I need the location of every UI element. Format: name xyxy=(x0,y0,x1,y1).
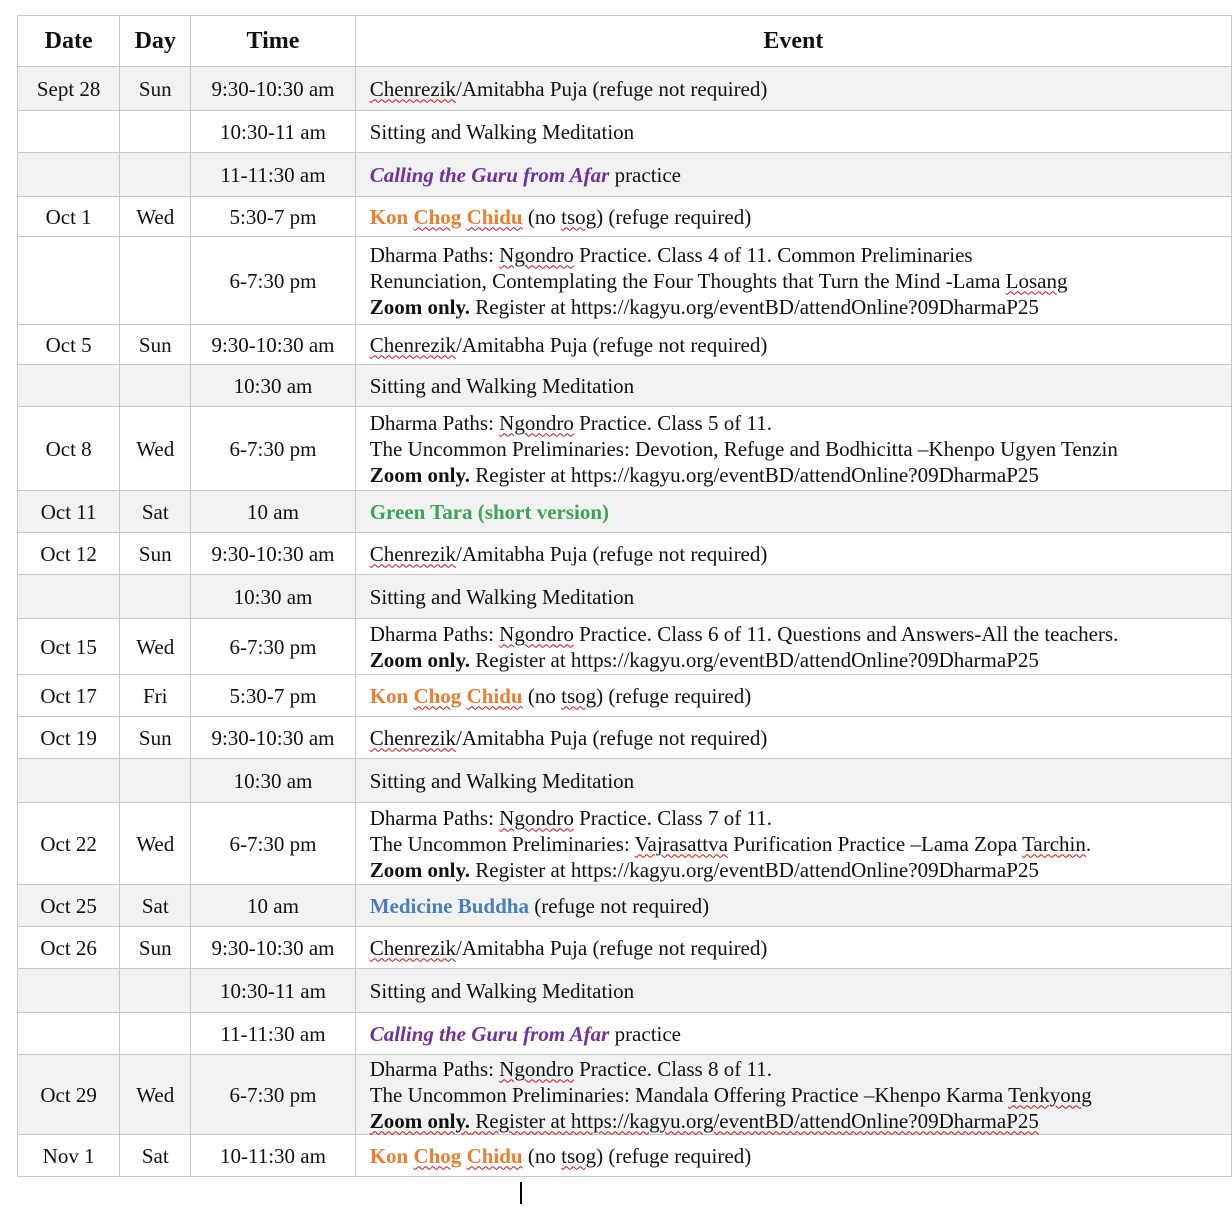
event-text: /Amitabha Puja (refuge not required) xyxy=(455,332,768,357)
event-text: Practice. Class 8 of 11. xyxy=(573,1056,772,1081)
day-cell: Wed xyxy=(120,407,191,491)
event-text: Medicine Buddha xyxy=(369,893,529,918)
event-text: Calling the Guru from Afar xyxy=(369,162,610,187)
event-cell xyxy=(355,407,1231,491)
event-text: Sitting and Walking Meditation xyxy=(369,978,635,1003)
event-line xyxy=(370,436,1231,462)
date-cell xyxy=(18,153,120,197)
event-text: Chog xyxy=(413,204,462,229)
event-cell xyxy=(355,325,1231,365)
day-cell xyxy=(120,365,191,407)
event-cell xyxy=(355,365,1231,407)
date-cell: Nov 1 xyxy=(18,1135,120,1177)
schedule-body xyxy=(18,67,1232,1177)
event-text: practice xyxy=(609,162,682,187)
event-cell xyxy=(355,575,1231,619)
day-cell xyxy=(120,969,191,1013)
date-cell: Oct 8 xyxy=(18,407,120,491)
event-line xyxy=(370,857,1231,883)
event-text: ) (refuge required) xyxy=(596,204,752,229)
event-text: Register at https://kagyu.org/eventBD/attendOnline?09DharmaP25 xyxy=(470,294,1039,319)
table-row xyxy=(18,619,1232,675)
event-text: Dharma Paths: xyxy=(369,805,500,830)
day-cell xyxy=(120,759,191,803)
event-line xyxy=(370,294,1231,320)
time-cell: 10-11:30 am xyxy=(191,1135,355,1177)
day-cell: Sat xyxy=(120,1135,191,1177)
event-text: /Amitabha Puja (refuge not required) xyxy=(455,76,768,101)
event-text: Sitting and Walking Meditation xyxy=(369,373,635,398)
event-line xyxy=(370,725,1231,751)
event-cell xyxy=(355,1013,1231,1055)
event-text: Zoom only. xyxy=(369,294,471,319)
table-row xyxy=(18,969,1232,1013)
date-cell: Oct 25 xyxy=(18,885,120,927)
event-text: Tenkyong xyxy=(1008,1082,1092,1107)
time-cell: 6-7:30 pm xyxy=(191,237,355,325)
time-cell: 6-7:30 pm xyxy=(191,619,355,675)
event-cell xyxy=(355,927,1231,969)
event-text: Chidu xyxy=(466,683,523,708)
event-cell xyxy=(355,153,1231,197)
event-line xyxy=(370,683,1231,709)
event-text: Register at https://kagyu.org/eventBD/attendOnline?09DharmaP25 xyxy=(470,857,1039,882)
event-line xyxy=(370,768,1231,794)
event-cell xyxy=(355,675,1231,717)
event-line xyxy=(370,499,1231,525)
event-line xyxy=(370,373,1231,399)
event-text: The Uncommon Preliminaries: xyxy=(369,831,635,856)
header-time: Time xyxy=(191,16,355,67)
event-text: Calling the Guru from Afar xyxy=(369,1021,610,1046)
day-cell xyxy=(120,237,191,325)
table-row xyxy=(18,1135,1232,1177)
event-line xyxy=(370,584,1231,610)
event-line xyxy=(370,541,1231,567)
time-cell: 10 am xyxy=(191,491,355,533)
event-text: Chidu xyxy=(466,1143,523,1168)
event-text: Ngondro xyxy=(499,242,574,267)
event-text: Dharma Paths: xyxy=(369,1056,500,1081)
event-text: Ngondro xyxy=(499,1056,574,1081)
event-text: /Amitabha Puja (refuge not required) xyxy=(455,541,768,566)
date-cell xyxy=(18,365,120,407)
event-text: Kon xyxy=(369,683,414,708)
event-cell xyxy=(355,197,1231,237)
table-row xyxy=(18,407,1232,491)
header-date: Date xyxy=(18,16,120,67)
header-day: Day xyxy=(120,16,191,67)
event-text: Green Tara (short version) xyxy=(369,499,610,524)
event-text: (refuge not required) xyxy=(528,893,710,918)
event-text: Sitting and Walking Meditation xyxy=(369,119,635,144)
event-cell xyxy=(355,491,1231,533)
time-cell: 10:30 am xyxy=(191,575,355,619)
day-cell: Wed xyxy=(120,197,191,237)
table-row xyxy=(18,197,1232,237)
event-cell xyxy=(355,803,1231,885)
day-cell xyxy=(120,111,191,153)
event-line xyxy=(370,76,1231,102)
event-text: Practice. Class 7 of 11. xyxy=(573,805,772,830)
time-cell: 9:30-10:30 am xyxy=(191,533,355,575)
event-text: Practice. Class 5 of 11. xyxy=(573,410,772,435)
event-text: Zoom only. xyxy=(369,647,471,672)
table-row xyxy=(18,237,1232,325)
event-text: ) (refuge required) xyxy=(596,1143,752,1168)
event-cell xyxy=(355,111,1231,153)
date-cell: Oct 26 xyxy=(18,927,120,969)
event-line xyxy=(370,805,1231,831)
time-cell: 10:30 am xyxy=(191,759,355,803)
date-cell: Sept 28 xyxy=(18,67,120,111)
text-cursor xyxy=(520,1182,522,1204)
table-row xyxy=(18,111,1232,153)
time-cell: 6-7:30 pm xyxy=(191,1055,355,1135)
date-cell: Oct 12 xyxy=(18,533,120,575)
table-row xyxy=(18,533,1232,575)
event-text: tsog xyxy=(561,204,597,229)
event-line xyxy=(370,1143,1231,1169)
event-text: Sitting and Walking Meditation xyxy=(369,584,635,609)
time-cell: 9:30-10:30 am xyxy=(191,67,355,111)
event-text: Tarchin xyxy=(1022,831,1086,856)
day-cell: Sat xyxy=(120,491,191,533)
event-line xyxy=(370,242,1231,268)
event-cell xyxy=(355,67,1231,111)
table-row xyxy=(18,325,1232,365)
event-cell xyxy=(355,717,1231,759)
table-row xyxy=(18,575,1232,619)
event-text: Chenrezik xyxy=(369,935,456,960)
table-row xyxy=(18,803,1232,885)
time-cell: 10:30-11 am xyxy=(191,969,355,1013)
event-line xyxy=(370,1021,1231,1047)
date-cell: Oct 17 xyxy=(18,675,120,717)
event-text: Register at https://kagyu.org/eventBD/attendOnline?09DharmaP25 xyxy=(470,647,1039,672)
day-cell: Wed xyxy=(120,1055,191,1135)
event-line xyxy=(370,162,1231,188)
table-row xyxy=(18,153,1232,197)
time-cell: 5:30-7 pm xyxy=(191,675,355,717)
table-row xyxy=(18,927,1232,969)
table-row xyxy=(18,675,1232,717)
table-row xyxy=(18,491,1232,533)
event-text: Chenrezik xyxy=(369,541,456,566)
table-row xyxy=(18,1013,1232,1055)
table-row xyxy=(18,1055,1232,1135)
day-cell: Wed xyxy=(120,619,191,675)
day-cell: Sat xyxy=(120,885,191,927)
date-cell: Oct 5 xyxy=(18,325,120,365)
event-line xyxy=(370,204,1231,230)
event-cell xyxy=(355,237,1231,325)
day-cell: Sun xyxy=(120,927,191,969)
day-cell xyxy=(120,1013,191,1055)
date-cell xyxy=(18,1013,120,1055)
event-text: /Amitabha Puja (refuge not required) xyxy=(455,725,768,750)
time-cell: 9:30-10:30 am xyxy=(191,717,355,759)
event-cell xyxy=(355,759,1231,803)
event-text: Dharma Paths: xyxy=(369,242,500,267)
event-line xyxy=(370,332,1231,358)
date-cell: Oct 1 xyxy=(18,197,120,237)
day-cell: Sun xyxy=(120,325,191,365)
event-line xyxy=(370,462,1231,488)
event-text: Renunciation, Contemplating the Four Thoughts that Turn the Mind -Lama xyxy=(369,268,1006,293)
time-cell: 11-11:30 am xyxy=(191,1013,355,1055)
time-cell: 5:30-7 pm xyxy=(191,197,355,237)
event-text: Ngondro xyxy=(499,621,574,646)
event-line xyxy=(370,893,1231,919)
time-cell: 9:30-10:30 am xyxy=(191,325,355,365)
event-text: The Uncommon Preliminaries: Devotion, Refuge and Bodhicitta –Khenpo Ugyen Tenzin xyxy=(369,436,1118,461)
event-text: Ngondro xyxy=(499,805,574,830)
day-cell: Sun xyxy=(120,67,191,111)
date-cell xyxy=(18,969,120,1013)
event-line xyxy=(370,831,1231,857)
event-text: tsog xyxy=(561,1143,597,1168)
event-cell xyxy=(355,533,1231,575)
event-cell xyxy=(355,619,1231,675)
time-cell: 6-7:30 pm xyxy=(191,803,355,885)
event-text: . xyxy=(1085,831,1092,856)
table-row xyxy=(18,885,1232,927)
event-text: Dharma Paths: xyxy=(369,621,500,646)
event-text: (no xyxy=(522,683,562,708)
event-text: The Uncommon Preliminaries: Mandala Offering Practice –Khenpo Karma xyxy=(369,1082,1009,1107)
time-cell: 10:30-11 am xyxy=(191,111,355,153)
day-cell xyxy=(120,575,191,619)
event-text: Register at https://kagyu.org/eventBD/attendOnline?09DharmaP25 xyxy=(470,1108,1039,1133)
event-cell xyxy=(355,969,1231,1013)
event-text: Practice. Class 6 of 11. Questions and Answers-All the teachers. xyxy=(573,621,1119,646)
event-line xyxy=(370,978,1231,1004)
day-cell: Sun xyxy=(120,717,191,759)
event-cell xyxy=(355,885,1231,927)
event-text: Chog xyxy=(413,1143,462,1168)
event-text: (no xyxy=(522,204,562,229)
day-cell xyxy=(120,153,191,197)
date-cell: Oct 29 xyxy=(18,1055,120,1135)
header-event: Event xyxy=(355,16,1231,67)
day-cell: Wed xyxy=(120,803,191,885)
event-text: Kon xyxy=(369,204,414,229)
event-text: Zoom only. xyxy=(369,857,471,882)
event-line xyxy=(370,1082,1231,1108)
table-row xyxy=(18,67,1232,111)
schedule-header xyxy=(18,16,1232,67)
event-line xyxy=(370,621,1231,647)
date-cell xyxy=(18,111,120,153)
event-text: Practice. Class 4 of 11. Common Preliminaries xyxy=(573,242,973,267)
table-row xyxy=(18,717,1232,759)
time-cell: 11-11:30 am xyxy=(191,153,355,197)
schedule-table xyxy=(17,15,1232,1177)
event-text: Kon xyxy=(369,1143,414,1168)
event-text: Zoom only. xyxy=(369,1108,471,1133)
event-text: Chog xyxy=(413,683,462,708)
event-text: ) (refuge required) xyxy=(596,683,752,708)
event-text: Chenrezik xyxy=(369,332,456,357)
event-line xyxy=(370,119,1231,145)
time-cell: 9:30-10:30 am xyxy=(191,927,355,969)
event-line xyxy=(370,647,1231,673)
event-text: practice xyxy=(609,1021,682,1046)
date-cell xyxy=(18,237,120,325)
event-text: Losang xyxy=(1005,268,1068,293)
event-cell xyxy=(355,1135,1231,1177)
event-text: Purification Practice –Lama Zopa xyxy=(727,831,1023,856)
day-cell: Sun xyxy=(120,533,191,575)
date-cell xyxy=(18,759,120,803)
date-cell: Oct 15 xyxy=(18,619,120,675)
event-cell xyxy=(355,1055,1231,1135)
event-text: Sitting and Walking Meditation xyxy=(369,768,635,793)
date-cell: Oct 19 xyxy=(18,717,120,759)
event-text: Ngondro xyxy=(499,410,574,435)
event-text: Vajrasattva xyxy=(634,831,728,856)
time-cell: 6-7:30 pm xyxy=(191,407,355,491)
event-line xyxy=(370,935,1231,961)
event-text: /Amitabha Puja (refuge not required) xyxy=(455,935,768,960)
event-text: Chenrezik xyxy=(369,725,456,750)
event-text: Dharma Paths: xyxy=(369,410,500,435)
table-row xyxy=(18,365,1232,407)
day-cell: Fri xyxy=(120,675,191,717)
event-text: (no xyxy=(522,1143,562,1168)
event-text: Chidu xyxy=(466,204,523,229)
time-cell: 10:30 am xyxy=(191,365,355,407)
table-row xyxy=(18,759,1232,803)
event-text: Register at https://kagyu.org/eventBD/attendOnline?09DharmaP25 xyxy=(470,462,1039,487)
event-line xyxy=(370,410,1231,436)
event-text: tsog xyxy=(561,683,597,708)
date-cell: Oct 11 xyxy=(18,491,120,533)
event-line xyxy=(370,1108,1231,1134)
time-cell: 10 am xyxy=(191,885,355,927)
date-cell xyxy=(18,575,120,619)
event-text: Chenrezik xyxy=(369,76,456,101)
event-text: Zoom only. xyxy=(369,462,471,487)
event-line xyxy=(370,268,1231,294)
event-line xyxy=(370,1056,1231,1082)
date-cell: Oct 22 xyxy=(18,803,120,885)
